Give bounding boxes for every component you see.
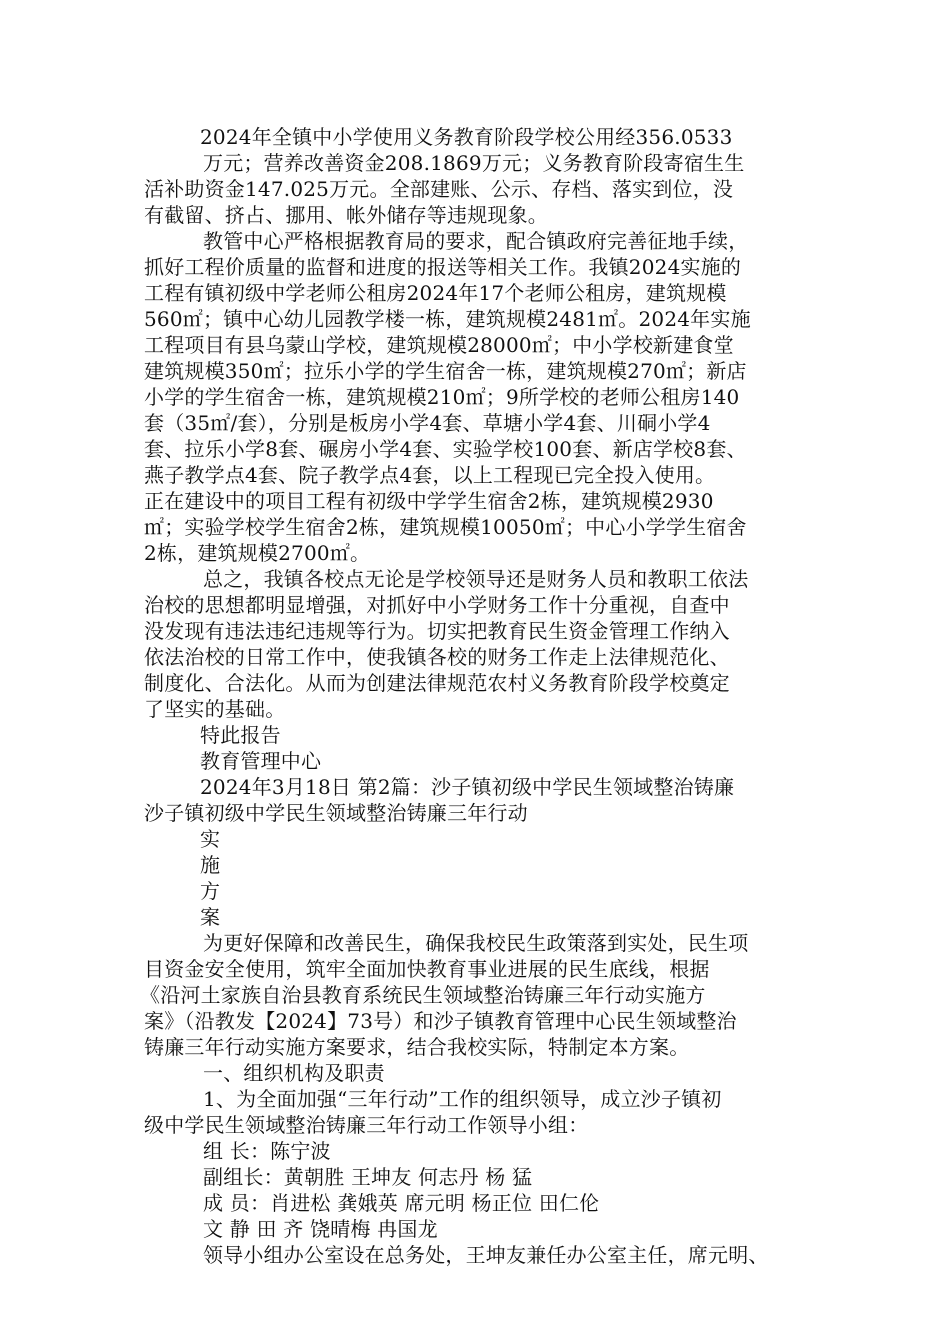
text-line: 副组长：黄朝胜 王坤友 何志丹 杨 猛 [203, 1165, 533, 1189]
text-line: 实 [200, 827, 221, 851]
text-line: 一、组织机构及职责 [203, 1061, 385, 1085]
text-line: 铸廉三年行动实施方案要求，结合我校实际，特制定本方案。 [144, 1035, 690, 1059]
text-line: 了坚实的基础。 [144, 697, 286, 721]
text-line: 正在建设中的项目工程有初级中学学生宿舍2栋，建筑规模2930 [144, 489, 714, 513]
text-line: 工程项目有县乌蒙山学校，建筑规模28000㎡；中小学校新建食堂 [144, 333, 734, 357]
text-line: 2栋，建筑规模2700㎡。 [144, 541, 371, 565]
text-line: 特此报告 [200, 723, 281, 747]
text-line: 方 [200, 879, 221, 903]
text-line: 《沿河土家族自治县教育系统民生领域整治铸廉三年行动实施方 [140, 983, 706, 1007]
text-line: 套（35㎡/套），分别是板房小学4套、草塘小学4套、川硐小学4 [144, 411, 711, 435]
text-line: 总之，我镇各校点无论是学校领导还是财务人员和教职工依法 [203, 567, 749, 591]
text-line: 沙子镇初级中学民生领域整治铸廉三年行动 [144, 801, 528, 825]
text-line: 级中学民生领域整治铸廉三年行动工作领导小组： [144, 1113, 589, 1137]
text-line: 建筑规模350㎡；拉乐小学的学生宿舍一栋，建筑规模270㎡；新店 [144, 359, 747, 383]
text-line: 万元；营养改善资金208.1869万元；义务教育阶段寄宿生生 [203, 151, 745, 175]
text-line: 组 长：陈宁波 [203, 1139, 331, 1163]
text-line: 2024年3月18日 第2篇：沙子镇初级中学民生领域整治铸廉 [200, 775, 735, 799]
text-line: 教育管理中心 [200, 749, 322, 773]
text-line: 目资金安全使用，筑牢全面加快教育事业进展的民生底线，根据 [144, 957, 710, 981]
text-line: 有截留、挤占、挪用、帐外储存等违规现象。 [144, 203, 548, 227]
text-line: 案 [200, 905, 221, 929]
text-line: 560㎡；镇中心幼儿园教学楼一栋，建筑规模2481㎡。2024年实施 [144, 307, 751, 331]
text-line: 小学的学生宿舍一栋，建筑规模210㎡；9所学校的老师公租房140 [144, 385, 740, 409]
text-line: 治校的思想都明显增强，对抓好中小学财务工作十分重视，自查中 [144, 593, 730, 617]
text-line: 文 静 田 齐 饶晴梅 冉国龙 [203, 1217, 438, 1241]
text-line: 燕子教学点4套、院子教学点4套，以上工程现已完全投入使用。 [144, 463, 716, 487]
text-line: 依法治校的日常工作中，使我镇各校的财务工作走上法律规范化、 [144, 645, 730, 669]
text-line: 领导小组办公室设在总务处，王坤友兼任办公室主任，席元明、 [203, 1243, 769, 1267]
text-line: 为更好保障和改善民生，确保我校民生政策落到实处，民生项 [203, 931, 749, 955]
text-line: 施 [200, 853, 221, 877]
text-line: 1、为全面加强“三年行动”工作的组织领导，成立沙子镇初 [203, 1087, 722, 1111]
text-line: 2024年全镇中小学使用义务教育阶段学校公用经356.0533 [200, 125, 733, 149]
text-line: 套、拉乐小学8套、碾房小学4套、实验学校100套、新店学校8套、 [144, 437, 747, 461]
text-line: 工程有镇初级中学老师公租房2024年17个老师公租房，建筑规模 [144, 281, 727, 305]
text-line: 案》（沿教发【2024】73号）和沙子镇教育管理中心民生领域整治 [144, 1009, 737, 1033]
text-line: 没发现有违法违纪违规等行为。切实把教育民生资金管理工作纳入 [144, 619, 730, 643]
text-line: 抓好工程价质量的监督和进度的报送等相关工作。我镇2024实施的 [144, 255, 742, 279]
text-line: 制度化、合法化。从而为创建法律规范农村义务教育阶段学校奠定 [144, 671, 730, 695]
text-line: 教管中心严格根据教育局的要求，配合镇政府完善征地手续， [203, 229, 749, 253]
text-line: 活补助资金147.025万元。全部建账、公示、存档、落实到位，没 [144, 177, 734, 201]
text-line: ㎡；实验学校学生宿舍2栋，建筑规模10050㎡；中心小学学生宿舍 [144, 515, 747, 539]
text-line: 成 员：肖进松 龚娥英 席元明 杨正位 田仁伦 [203, 1191, 600, 1215]
